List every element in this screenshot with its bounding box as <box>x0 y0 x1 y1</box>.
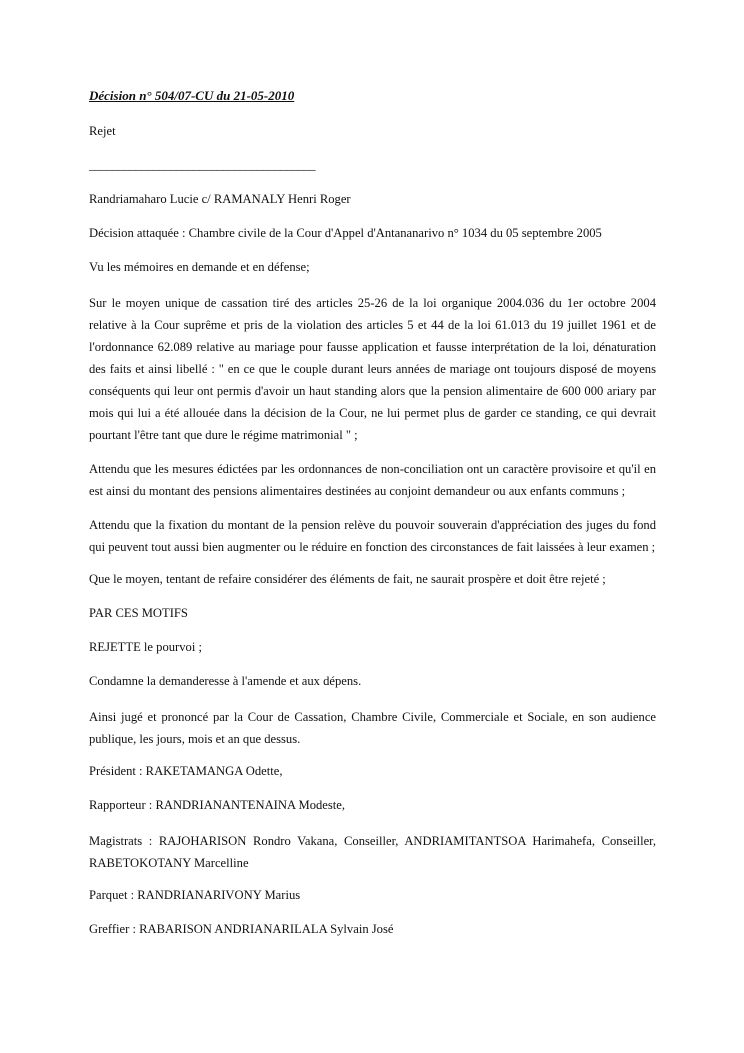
attendu-paragraph-1: Attendu que les mesures édictées par les ordonnances de non-conciliation ont un caractère provisoire et qu'il en est ainsi du montant des pensions alimentaires destinées au conjoint demandeur ou aux enfants communs ; <box>89 462 656 498</box>
separator-line: _______________________________________ <box>89 158 316 172</box>
motifs-heading: PAR CES MOTIFS <box>89 606 188 620</box>
greffier-line: Greffier : RABARISON ANDRIANARILALA Sylvain José <box>89 922 394 936</box>
magistrats-paragraph: Magistrats : RAJOHARISON Rondro Vakana, Conseiller, ANDRIAMITANTSOA Harimahefa, Conseiller, RABETOKOTANY Marcelline <box>89 834 656 870</box>
judgement-paragraph: Ainsi jugé et prononcé par la Cour de Cassation, Chambre Civile, Commerciale et Sociale, en son audience publique, les jours, mois et an que dessus. <box>89 710 656 746</box>
attendu-paragraph-2: Attendu que la fixation du montant de la pension relève du pouvoir souverain d'appréciation des juges du fond qui peuvent tout aussi bien augmenter ou le réduire en fonction des circonstances de fait laissées à leur examen ; <box>89 518 656 554</box>
moyen-paragraph: Sur le moyen unique de cassation tiré des articles 25-26 de la loi organique 2004.036 du 1er octobre 2004 relative à la Cour suprême et pris de la violation des articles 5 et 44 de la loi 61.013 du 19 juillet 1961 et de l'ordonnance 62.089 relative au mariage pour fausse application et fausse interprétation de la loi, dénaturation des faits et ainsi libellé : " en ce que le couple durant leurs années de mariage ont toujours disposé de moyens conséquents qui leur ont permis d'avoir un haut standing alors que la pension alimentaire de 600 000 ariary par mois qui lui a été allouée dans la décision de la Cour, ne lui permet plus de garder ce standing, ce qui devrait pourtant l'être tant que dure le régime matrimonial " ; <box>89 296 656 442</box>
memoirs: Vu les mémoires en demande et en défense; <box>89 260 310 274</box>
document-page <box>89 86 656 954</box>
attacked-decision: Décision attaquée : Chambre civile de la Cour d'Appel d'Antananarivo n° 1034 du 05 septembre 2005 <box>89 226 602 240</box>
parties: Randriamaharo Lucie c/ RAMANALY Henri Roger <box>89 192 351 206</box>
rapporteur-line: Rapporteur : RANDRIANANTENAINA Modeste, <box>89 798 346 812</box>
decision-status: Rejet <box>89 124 116 138</box>
conclusion-paragraph: Que le moyen, tentant de refaire considérer des éléments de fait, ne saurait prospère et doit être rejeté ; <box>89 572 606 586</box>
parquet-line: Parquet : RANDRIANARIVONY Marius <box>89 888 301 902</box>
condamne-line: Condamne la demanderesse à l'amende et aux dépens. <box>89 674 362 688</box>
president-line: Président : RAKETAMANGA Odette, <box>89 764 283 778</box>
rejette-line: REJETTE le pourvoi ; <box>89 640 202 654</box>
decision-title: Décision n° 504/07-CU du 21-05-2010 <box>89 88 295 103</box>
